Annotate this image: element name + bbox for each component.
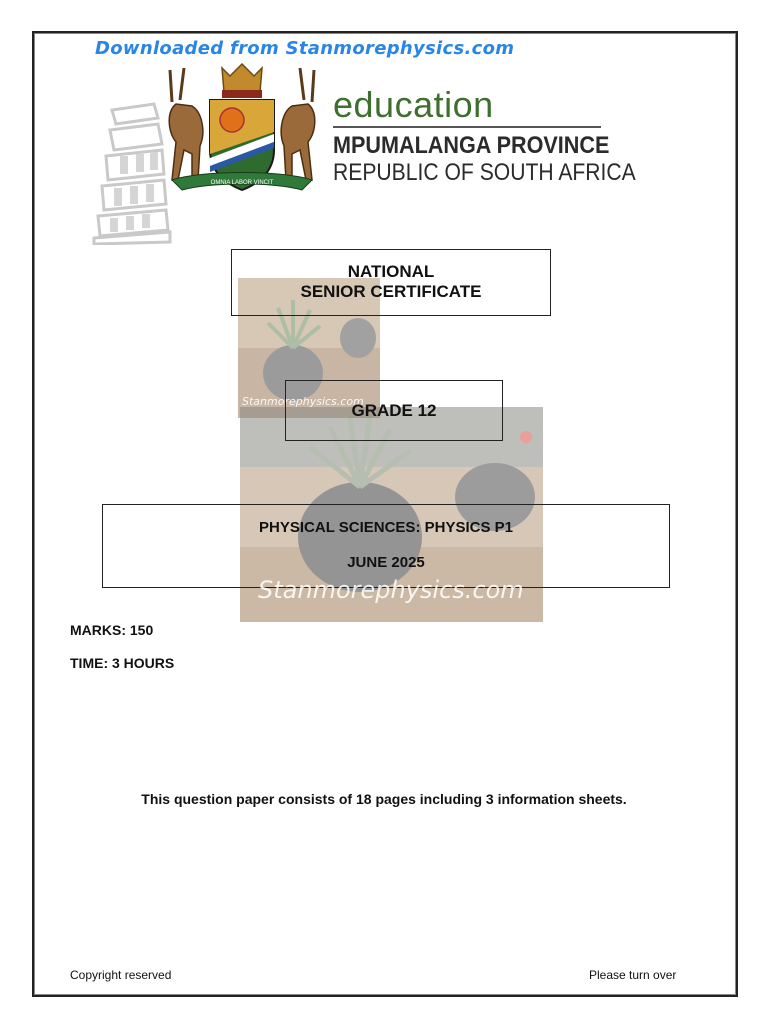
- country-name: REPUBLIC OF SOUTH AFRICA: [333, 159, 636, 186]
- subject-label: PHYSICAL SCIENCES: PHYSICS P1: [259, 519, 513, 536]
- tower-logo-icon: [92, 100, 172, 245]
- watermark-small: Stanmorephysics.com: [242, 395, 364, 408]
- crest-motto: OMNIA LABOR VINCIT: [210, 180, 274, 186]
- certificate-box: [231, 249, 551, 316]
- grade-label: GRADE 12: [351, 401, 437, 420]
- department-name: education: [333, 84, 494, 125]
- footer-turn-over: Please turn over: [589, 968, 677, 982]
- footer-copyright: Copyright reserved: [70, 968, 172, 982]
- certificate-line1: NATIONAL: [347, 262, 435, 281]
- marks-label: MARKS: 150: [70, 622, 154, 638]
- download-banner[interactable]: Downloaded from Stanmorephysics.com: [95, 38, 515, 59]
- time-label: TIME: 3 HOURS: [70, 655, 175, 671]
- session-label: JUNE 2025: [347, 554, 425, 571]
- grade-box: [285, 380, 503, 441]
- watermark-large: Stanmorephysics.com: [258, 576, 524, 604]
- page-count-note: This question paper consists of 18 pages including 3 information sheets.: [141, 791, 627, 807]
- coat-of-arms-icon: [162, 62, 322, 197]
- certificate-line2: SENIOR CERTIFICATE: [300, 282, 482, 301]
- province-name: MPUMALANGA PROVINCE: [333, 132, 610, 159]
- department-divider: [333, 126, 601, 128]
